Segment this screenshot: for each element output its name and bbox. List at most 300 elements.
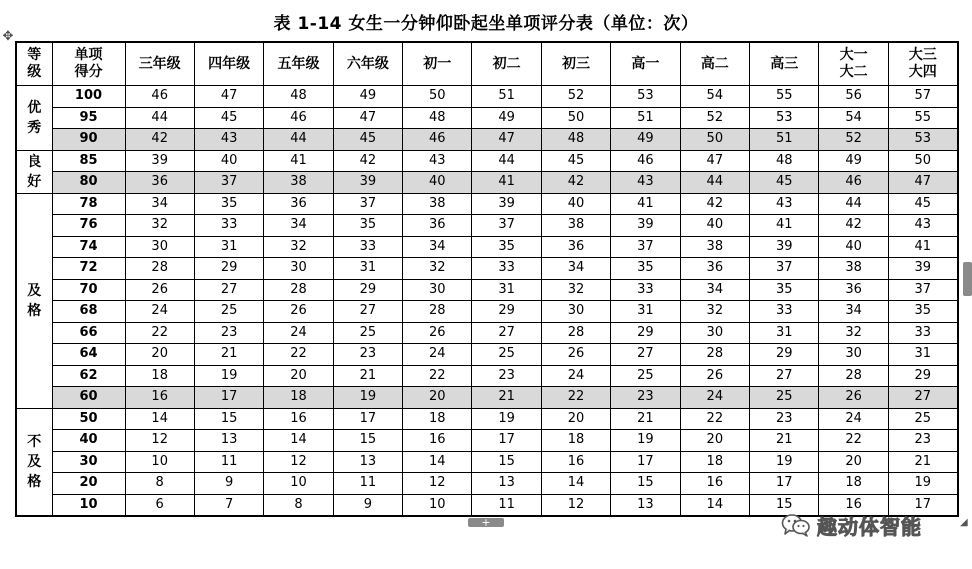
value-cell: 50 (541, 107, 610, 129)
value-cell: 15 (611, 473, 680, 495)
value-cell: 24 (541, 365, 610, 387)
value-cell: 23 (194, 322, 263, 344)
value-cell: 28 (680, 344, 749, 366)
value-cell: 44 (819, 193, 888, 215)
value-cell: 39 (333, 172, 402, 194)
value-cell: 52 (680, 107, 749, 129)
value-cell: 24 (403, 344, 472, 366)
value-cell: 46 (611, 150, 680, 172)
value-cell: 35 (888, 301, 957, 323)
value-cell: 13 (472, 473, 541, 495)
value-cell: 44 (472, 150, 541, 172)
value-cell: 27 (194, 279, 263, 301)
value-cell: 12 (264, 451, 333, 473)
value-cell: 37 (611, 236, 680, 258)
value-cell: 31 (333, 258, 402, 280)
value-cell: 29 (750, 344, 819, 366)
level-cell (16, 193, 52, 408)
value-cell: 39 (472, 193, 541, 215)
value-cell: 24 (819, 408, 888, 430)
add-row-icon[interactable]: + (468, 518, 504, 527)
value-cell: 33 (472, 258, 541, 280)
header-grade-text: 大一 (839, 47, 868, 63)
header-grade-text: 高二 (700, 55, 729, 72)
value-cell: 10 (264, 473, 333, 495)
value-cell: 31 (194, 236, 263, 258)
value-cell: 38 (541, 215, 610, 237)
value-cell: 30 (680, 322, 749, 344)
score-cell: 30 (52, 451, 125, 473)
level-text: 及 (27, 453, 42, 470)
value-cell: 12 (403, 473, 472, 495)
value-cell: 23 (611, 387, 680, 409)
value-cell: 40 (680, 215, 749, 237)
value-cell: 35 (472, 236, 541, 258)
value-cell: 19 (194, 365, 263, 387)
value-cell: 25 (750, 387, 819, 409)
value-cell: 10 (125, 451, 194, 473)
table-row (16, 430, 958, 452)
value-cell: 44 (680, 172, 749, 194)
score-cell: 80 (52, 172, 125, 194)
value-cell: 21 (750, 430, 819, 452)
move-icon[interactable]: ✥ (2, 29, 14, 44)
value-cell: 48 (264, 86, 333, 108)
level-text: 格 (27, 302, 42, 319)
table-row (16, 387, 958, 409)
value-cell: 33 (888, 322, 957, 344)
value-cell: 37 (333, 193, 402, 215)
value-cell: 40 (403, 172, 472, 194)
value-cell: 25 (333, 322, 402, 344)
value-cell: 43 (750, 193, 819, 215)
value-cell: 29 (888, 365, 957, 387)
value-cell: 35 (611, 258, 680, 280)
level-text: 秀 (27, 119, 42, 136)
value-cell: 34 (819, 301, 888, 323)
value-cell: 17 (611, 451, 680, 473)
value-cell: 37 (750, 258, 819, 280)
value-cell: 34 (541, 258, 610, 280)
value-cell: 25 (611, 365, 680, 387)
score-cell: 100 (52, 86, 125, 108)
value-cell: 14 (541, 473, 610, 495)
value-cell: 23 (333, 344, 402, 366)
value-cell: 52 (541, 86, 610, 108)
value-cell: 32 (680, 301, 749, 323)
level-cell (16, 408, 52, 516)
value-cell: 26 (819, 387, 888, 409)
value-cell: 34 (125, 193, 194, 215)
score-cell: 78 (52, 193, 125, 215)
value-cell: 40 (541, 193, 610, 215)
value-cell: 19 (333, 387, 402, 409)
value-cell: 18 (264, 387, 333, 409)
value-cell: 16 (403, 430, 472, 452)
value-cell: 57 (888, 86, 957, 108)
value-cell: 52 (819, 129, 888, 151)
value-cell: 17 (333, 408, 402, 430)
score-cell: 20 (52, 473, 125, 495)
value-cell: 18 (680, 451, 749, 473)
value-cell: 51 (472, 86, 541, 108)
corner-resize-icon[interactable]: ◢ (960, 517, 968, 528)
value-cell: 48 (403, 107, 472, 129)
value-cell: 17 (472, 430, 541, 452)
value-cell: 30 (819, 344, 888, 366)
value-cell: 32 (819, 322, 888, 344)
value-cell: 26 (403, 322, 472, 344)
value-cell: 29 (472, 301, 541, 323)
value-cell: 22 (541, 387, 610, 409)
value-cell: 31 (750, 322, 819, 344)
header-grade-text: 高一 (631, 55, 660, 72)
value-cell: 43 (611, 172, 680, 194)
value-cell: 16 (541, 451, 610, 473)
table-row (16, 301, 958, 323)
score-cell: 68 (52, 301, 125, 323)
wechat-icon (781, 513, 811, 537)
table-row (16, 172, 958, 194)
value-cell: 22 (125, 322, 194, 344)
value-cell: 28 (264, 279, 333, 301)
level-text: 格 (27, 473, 42, 490)
value-cell: 55 (750, 86, 819, 108)
value-cell: 41 (888, 236, 957, 258)
value-cell: 41 (611, 193, 680, 215)
score-cell: 70 (52, 279, 125, 301)
value-cell: 26 (680, 365, 749, 387)
value-cell: 21 (194, 344, 263, 366)
value-cell: 25 (888, 408, 957, 430)
value-cell: 35 (333, 215, 402, 237)
value-cell: 31 (472, 279, 541, 301)
watermark (781, 512, 922, 538)
value-cell: 26 (125, 279, 194, 301)
value-cell: 45 (333, 129, 402, 151)
header-grade-cell (194, 42, 263, 86)
table-row (16, 279, 958, 301)
header-grade-cell (125, 42, 194, 86)
header-grade-text: 初二 (492, 55, 521, 72)
value-cell: 25 (194, 301, 263, 323)
value-cell: 36 (264, 193, 333, 215)
value-cell: 49 (819, 150, 888, 172)
value-cell: 12 (125, 430, 194, 452)
value-cell: 49 (472, 107, 541, 129)
table-row (16, 473, 958, 495)
header-grade-text: 大四 (908, 64, 937, 80)
value-cell: 55 (888, 107, 957, 129)
level-cell (16, 86, 52, 151)
value-cell: 16 (680, 473, 749, 495)
value-cell: 6 (125, 494, 194, 516)
value-cell: 28 (403, 301, 472, 323)
value-cell: 53 (611, 86, 680, 108)
value-cell: 36 (403, 215, 472, 237)
value-cell: 47 (333, 107, 402, 129)
value-cell: 22 (403, 365, 472, 387)
value-cell: 46 (819, 172, 888, 194)
score-cell: 90 (52, 129, 125, 151)
value-cell: 21 (333, 365, 402, 387)
value-cell: 49 (333, 86, 402, 108)
table-row (16, 258, 958, 280)
value-cell: 33 (750, 301, 819, 323)
table-row (16, 107, 958, 129)
value-cell: 46 (403, 129, 472, 151)
level-text: 优 (27, 99, 42, 116)
value-cell: 16 (125, 387, 194, 409)
value-cell: 41 (472, 172, 541, 194)
value-cell: 47 (680, 150, 749, 172)
value-cell: 20 (125, 344, 194, 366)
value-cell: 13 (194, 430, 263, 452)
value-cell: 22 (264, 344, 333, 366)
value-cell: 53 (888, 129, 957, 151)
score-cell: 76 (52, 215, 125, 237)
value-cell: 11 (333, 473, 402, 495)
value-cell: 14 (680, 494, 749, 516)
table-row (16, 408, 958, 430)
value-cell: 12 (541, 494, 610, 516)
score-table (15, 41, 959, 517)
value-cell: 21 (611, 408, 680, 430)
value-cell: 48 (541, 129, 610, 151)
header-score-text: 单项 (74, 47, 103, 63)
value-cell: 30 (403, 279, 472, 301)
value-cell: 28 (125, 258, 194, 280)
header-grade-cell (819, 42, 888, 86)
value-cell: 54 (680, 86, 749, 108)
value-cell: 30 (541, 301, 610, 323)
value-cell: 17 (888, 494, 957, 516)
value-cell: 35 (750, 279, 819, 301)
value-cell: 34 (680, 279, 749, 301)
value-cell: 11 (194, 451, 263, 473)
value-cell: 31 (611, 301, 680, 323)
header-score-cell (52, 42, 125, 86)
value-cell: 27 (333, 301, 402, 323)
value-cell: 15 (472, 451, 541, 473)
value-cell: 43 (194, 129, 263, 151)
value-cell: 29 (333, 279, 402, 301)
value-cell: 45 (541, 150, 610, 172)
value-cell: 31 (888, 344, 957, 366)
value-cell: 37 (472, 215, 541, 237)
value-cell: 18 (403, 408, 472, 430)
table-resize-handle[interactable] (963, 262, 972, 296)
header-grade-cell (333, 42, 402, 86)
header-grade-cell (750, 42, 819, 86)
value-cell: 17 (194, 387, 263, 409)
score-cell: 50 (52, 408, 125, 430)
value-cell: 28 (819, 365, 888, 387)
watermark-text: 趣动体智能 (817, 514, 922, 539)
table-row (16, 86, 958, 108)
value-cell: 17 (750, 473, 819, 495)
score-cell: 10 (52, 494, 125, 516)
value-cell: 53 (750, 107, 819, 129)
value-cell: 51 (750, 129, 819, 151)
value-cell: 27 (888, 387, 957, 409)
value-cell: 9 (333, 494, 402, 516)
table-body (16, 86, 958, 517)
header-grade-cell (611, 42, 680, 86)
header-grade-text: 初一 (423, 55, 452, 72)
value-cell: 37 (888, 279, 957, 301)
value-cell: 23 (750, 408, 819, 430)
value-cell: 16 (819, 494, 888, 516)
value-cell: 39 (125, 150, 194, 172)
header-grade-text: 六年级 (346, 55, 389, 72)
value-cell: 50 (403, 86, 472, 108)
level-text: 及 (27, 282, 42, 299)
header-grade-text: 三年级 (138, 55, 181, 72)
level-cell (16, 150, 52, 193)
table-row (16, 322, 958, 344)
value-cell: 38 (264, 172, 333, 194)
header-grade-text: 大三 (908, 47, 937, 63)
value-cell: 15 (194, 408, 263, 430)
value-cell: 13 (333, 451, 402, 473)
table-row (16, 150, 958, 172)
value-cell: 46 (264, 107, 333, 129)
value-cell: 35 (194, 193, 263, 215)
score-cell: 64 (52, 344, 125, 366)
value-cell: 33 (333, 236, 402, 258)
value-cell: 19 (611, 430, 680, 452)
value-cell: 27 (472, 322, 541, 344)
value-cell: 30 (125, 236, 194, 258)
header-grade-text: 初三 (562, 55, 591, 72)
value-cell: 49 (611, 129, 680, 151)
value-cell: 42 (819, 215, 888, 237)
value-cell: 41 (750, 215, 819, 237)
value-cell: 13 (611, 494, 680, 516)
level-text: 良 (27, 153, 42, 170)
value-cell: 38 (680, 236, 749, 258)
score-cell: 62 (52, 365, 125, 387)
value-cell: 34 (264, 215, 333, 237)
header-grade-text: 五年级 (277, 55, 320, 72)
value-cell: 28 (541, 322, 610, 344)
value-cell: 19 (472, 408, 541, 430)
value-cell: 26 (264, 301, 333, 323)
value-cell: 42 (680, 193, 749, 215)
value-cell: 36 (125, 172, 194, 194)
value-cell: 50 (680, 129, 749, 151)
value-cell: 40 (819, 236, 888, 258)
value-cell: 47 (194, 86, 263, 108)
header-grade-text: 高三 (770, 55, 799, 72)
header-grade-cell (541, 42, 610, 86)
value-cell: 15 (750, 494, 819, 516)
value-cell: 15 (333, 430, 402, 452)
table-row (16, 344, 958, 366)
header-score-text: 得分 (74, 64, 103, 80)
value-cell: 20 (819, 451, 888, 473)
header-level-cell (16, 42, 52, 86)
value-cell: 18 (125, 365, 194, 387)
value-cell: 33 (194, 215, 263, 237)
value-cell: 25 (472, 344, 541, 366)
table-row (16, 451, 958, 473)
value-cell: 44 (264, 129, 333, 151)
value-cell: 41 (264, 150, 333, 172)
score-cell: 95 (52, 107, 125, 129)
score-cell: 74 (52, 236, 125, 258)
value-cell: 45 (888, 193, 957, 215)
value-cell: 20 (680, 430, 749, 452)
value-cell: 27 (611, 344, 680, 366)
score-cell: 72 (52, 258, 125, 280)
value-cell: 42 (541, 172, 610, 194)
value-cell: 10 (403, 494, 472, 516)
score-cell: 66 (52, 322, 125, 344)
value-cell: 47 (472, 129, 541, 151)
value-cell: 26 (541, 344, 610, 366)
header-grade-text: 四年级 (208, 55, 251, 72)
value-cell: 8 (264, 494, 333, 516)
header-level-text: 等 (27, 47, 42, 63)
value-cell: 32 (403, 258, 472, 280)
score-cell: 85 (52, 150, 125, 172)
table-row (16, 193, 958, 215)
value-cell: 29 (611, 322, 680, 344)
value-cell: 14 (264, 430, 333, 452)
value-cell: 19 (750, 451, 819, 473)
value-cell: 24 (680, 387, 749, 409)
value-cell: 23 (472, 365, 541, 387)
value-cell: 45 (750, 172, 819, 194)
table-row (16, 215, 958, 237)
value-cell: 39 (888, 258, 957, 280)
value-cell: 27 (750, 365, 819, 387)
value-cell: 36 (819, 279, 888, 301)
value-cell: 38 (403, 193, 472, 215)
value-cell: 14 (403, 451, 472, 473)
value-cell: 33 (611, 279, 680, 301)
value-cell: 46 (125, 86, 194, 108)
value-cell: 22 (819, 430, 888, 452)
value-cell: 47 (888, 172, 957, 194)
value-cell: 37 (194, 172, 263, 194)
header-row (16, 42, 958, 86)
value-cell: 45 (194, 107, 263, 129)
value-cell: 32 (125, 215, 194, 237)
value-cell: 29 (194, 258, 263, 280)
header-grade-cell (264, 42, 333, 86)
value-cell: 20 (264, 365, 333, 387)
value-cell: 9 (194, 473, 263, 495)
score-cell: 60 (52, 387, 125, 409)
value-cell: 11 (472, 494, 541, 516)
value-cell: 38 (819, 258, 888, 280)
value-cell: 39 (750, 236, 819, 258)
value-cell: 44 (125, 107, 194, 129)
value-cell: 23 (888, 430, 957, 452)
value-cell: 48 (750, 150, 819, 172)
value-cell: 39 (611, 215, 680, 237)
value-cell: 18 (819, 473, 888, 495)
value-cell: 42 (125, 129, 194, 151)
header-level-text: 级 (27, 64, 42, 80)
value-cell: 42 (333, 150, 402, 172)
value-cell: 16 (264, 408, 333, 430)
header-grade-cell (888, 42, 957, 86)
value-cell: 40 (194, 150, 263, 172)
